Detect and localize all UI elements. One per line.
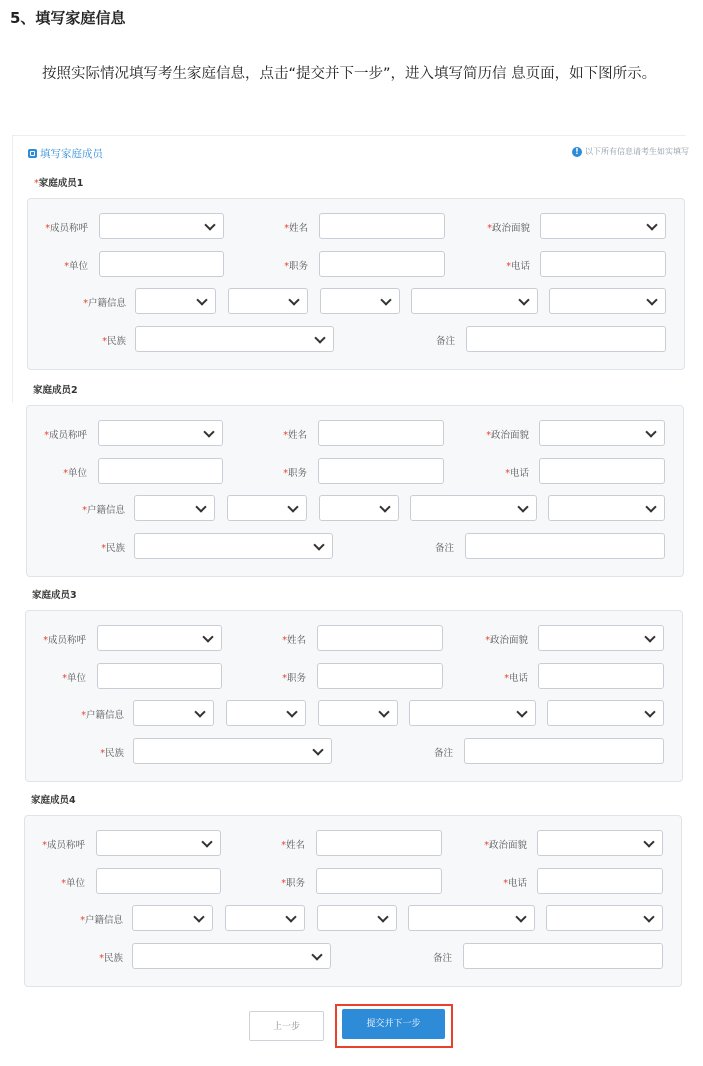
field-label-text: 备注 <box>432 953 452 964</box>
required-mark: * <box>485 635 490 646</box>
chevron-down-icon <box>285 911 296 922</box>
household-select-4[interactable] <box>410 495 537 521</box>
field-label-text: 成员称呼 <box>49 223 88 234</box>
instruction-paragraph <box>10 59 692 89</box>
field-label-name <box>258 220 308 234</box>
field-label-household <box>57 912 123 926</box>
relation-select[interactable] <box>98 420 223 446</box>
field-label-text: 职务 <box>288 261 308 272</box>
field-label-ethnicity <box>78 745 124 759</box>
field-label-political <box>467 837 527 851</box>
chevron-down-icon <box>313 539 324 550</box>
field-label-name <box>256 632 306 646</box>
ethnicity-select[interactable] <box>134 533 333 559</box>
field-label-relation <box>26 632 86 646</box>
field-label-political <box>470 220 530 234</box>
required-mark: * <box>284 261 289 272</box>
field-label-phone <box>480 258 530 272</box>
field-label-position <box>256 670 306 684</box>
field-label-text: 姓名 <box>286 635 306 646</box>
household-select-3[interactable] <box>320 288 400 314</box>
required-mark: * <box>63 468 68 479</box>
field-label-text: 民族 <box>103 953 123 964</box>
relation-select[interactable] <box>99 213 224 239</box>
required-mark: * <box>44 430 49 441</box>
position-input[interactable] <box>318 458 444 484</box>
member-title-text: 家庭成员2 <box>33 385 78 396</box>
employer-input[interactable] <box>99 251 224 277</box>
required-mark: * <box>102 336 107 347</box>
chevron-down-icon <box>378 706 389 717</box>
chevron-down-icon <box>377 911 388 922</box>
household-select-1[interactable] <box>132 905 213 931</box>
form-title-text: 填写家庭成员 <box>40 148 103 160</box>
field-label-text: 职务 <box>287 468 307 479</box>
submit-next-button[interactable]: 提交并下一步 <box>342 1009 445 1039</box>
member-title <box>31 792 76 806</box>
relation-select[interactable] <box>96 830 221 856</box>
required-mark: * <box>34 178 39 189</box>
position-input[interactable] <box>317 663 443 689</box>
political-select[interactable] <box>538 625 664 651</box>
chevron-down-icon <box>646 219 657 230</box>
field-label-remark <box>405 333 455 347</box>
notice-text: 以下所有信息请考生如实填写 <box>585 147 689 156</box>
chevron-down-icon <box>311 949 322 960</box>
field-label-text: 电话 <box>508 673 528 684</box>
required-mark: * <box>486 430 491 441</box>
chevron-down-icon <box>646 294 657 305</box>
member-title <box>34 175 83 189</box>
political-select[interactable] <box>540 213 666 239</box>
member-title-text: 家庭成员4 <box>31 795 76 806</box>
name-input[interactable] <box>316 830 442 856</box>
required-mark: * <box>487 223 492 234</box>
field-label-text: 户籍信息 <box>85 710 124 721</box>
position-input[interactable] <box>319 251 445 277</box>
form-icon <box>28 149 37 158</box>
chevron-down-icon <box>644 631 655 642</box>
chevron-down-icon <box>193 911 204 922</box>
field-label-text: 电话 <box>509 468 529 479</box>
chevron-down-icon <box>288 294 299 305</box>
required-mark: * <box>82 505 87 516</box>
remark-input[interactable] <box>463 943 663 969</box>
field-label-text: 民族 <box>106 336 126 347</box>
employer-input[interactable] <box>96 868 221 894</box>
political-select[interactable] <box>537 830 663 856</box>
field-label-text: 单位 <box>66 673 86 684</box>
household-select-3[interactable] <box>317 905 397 931</box>
field-label-employer <box>40 258 88 272</box>
remark-input[interactable] <box>465 533 665 559</box>
chevron-down-icon <box>643 911 654 922</box>
required-mark: * <box>281 878 286 889</box>
field-label-position <box>257 465 307 479</box>
field-label-household <box>59 502 125 516</box>
field-label-text: 电话 <box>507 878 527 889</box>
required-mark: * <box>45 223 50 234</box>
field-label-text: 单位 <box>65 878 85 889</box>
field-label-remark <box>403 745 453 759</box>
required-mark: * <box>282 635 287 646</box>
chevron-down-icon <box>516 706 527 717</box>
ethnicity-select[interactable] <box>133 738 332 764</box>
household-select-5[interactable] <box>547 700 664 726</box>
relation-select[interactable] <box>97 625 222 651</box>
required-mark: * <box>43 635 48 646</box>
required-mark: * <box>61 878 66 889</box>
field-label-text: 民族 <box>104 748 124 759</box>
required-mark: * <box>64 261 69 272</box>
household-select-4[interactable] <box>408 905 535 931</box>
required-mark: * <box>282 673 287 684</box>
member-title-text: 家庭成员3 <box>32 590 77 601</box>
name-input[interactable] <box>319 213 445 239</box>
field-label-text: 备注 <box>435 336 455 347</box>
screenshot-border-top <box>12 135 686 136</box>
field-label-text: 政治面貌 <box>491 223 530 234</box>
household-select-5[interactable] <box>548 495 665 521</box>
field-label-position <box>258 258 308 272</box>
field-label-text: 职务 <box>285 878 305 889</box>
member-title-text: 家庭成员1 <box>38 178 84 189</box>
required-mark: * <box>281 840 286 851</box>
section-heading: 5、填写家庭信息 <box>10 9 126 27</box>
field-label-text: 姓名 <box>287 430 307 441</box>
member-title <box>33 382 78 396</box>
required-mark: * <box>284 223 289 234</box>
field-label-text: 单位 <box>68 261 88 272</box>
chevron-down-icon <box>515 911 526 922</box>
remark-input[interactable] <box>466 326 666 352</box>
household-select-2[interactable] <box>227 495 307 521</box>
required-mark: * <box>101 543 106 554</box>
form-screenshot <box>0 135 703 1066</box>
household-select-5[interactable] <box>546 905 663 931</box>
required-mark: * <box>506 261 511 272</box>
field-label-text: 成员称呼 <box>47 635 86 646</box>
field-label-relation <box>28 220 88 234</box>
household-select-2[interactable] <box>228 288 308 314</box>
required-mark: * <box>100 748 105 759</box>
chevron-down-icon <box>517 501 528 512</box>
field-label-text: 政治面貌 <box>489 635 528 646</box>
field-label-name <box>257 427 307 441</box>
field-label-political <box>469 427 529 441</box>
chevron-down-icon <box>380 294 391 305</box>
chevron-down-icon <box>312 744 323 755</box>
field-label-text: 政治面貌 <box>490 430 529 441</box>
chevron-down-icon <box>201 836 212 847</box>
employer-input[interactable] <box>97 663 222 689</box>
chevron-down-icon <box>314 332 325 343</box>
name-input[interactable] <box>317 625 443 651</box>
required-mark: * <box>503 878 508 889</box>
household-select-1[interactable] <box>134 495 215 521</box>
field-label-text: 民族 <box>105 543 125 554</box>
chevron-down-icon <box>379 501 390 512</box>
household-select-1[interactable] <box>135 288 216 314</box>
phone-input[interactable] <box>540 251 666 277</box>
field-label-employer <box>38 670 86 684</box>
chevron-down-icon <box>194 706 205 717</box>
name-input[interactable] <box>318 420 444 446</box>
household-select-1[interactable] <box>133 700 214 726</box>
field-label-ethnicity <box>79 540 125 554</box>
household-select-3[interactable] <box>318 700 398 726</box>
household-select-4[interactable] <box>409 700 536 726</box>
chevron-down-icon <box>287 501 298 512</box>
field-label-text: 单位 <box>67 468 87 479</box>
field-label-household <box>58 707 124 721</box>
employer-input[interactable] <box>98 458 223 484</box>
chevron-down-icon <box>645 501 656 512</box>
notice <box>572 146 689 157</box>
field-label-text: 政治面貌 <box>488 840 527 851</box>
field-label-text: 户籍信息 <box>86 505 125 516</box>
field-label-employer <box>37 875 85 889</box>
political-select[interactable] <box>539 420 665 446</box>
field-label-phone <box>478 670 528 684</box>
field-label-relation <box>25 837 85 851</box>
form-title <box>28 146 103 161</box>
member-title <box>32 587 77 601</box>
ethnicity-select[interactable] <box>132 943 331 969</box>
chevron-down-icon <box>518 294 529 305</box>
field-label-ethnicity <box>77 950 123 964</box>
field-label-text: 户籍信息 <box>84 915 123 926</box>
required-mark: * <box>504 673 509 684</box>
household-select-3[interactable] <box>319 495 399 521</box>
field-label-text: 职务 <box>286 673 306 684</box>
household-select-2[interactable] <box>225 905 305 931</box>
required-mark: * <box>505 468 510 479</box>
field-label-employer <box>39 465 87 479</box>
phone-input[interactable] <box>539 458 665 484</box>
required-mark: * <box>81 710 86 721</box>
field-label-household <box>60 295 126 309</box>
field-label-text: 备注 <box>434 543 454 554</box>
chevron-down-icon <box>645 426 656 437</box>
field-label-text: 姓名 <box>288 223 308 234</box>
required-mark: * <box>283 430 288 441</box>
household-select-2[interactable] <box>226 700 306 726</box>
household-select-5[interactable] <box>549 288 666 314</box>
instruction-text: 按照实际情况填写考生家庭信息，点击“提交并下一步”，进入填写简历信 息页面，如下图所示。 <box>42 66 657 82</box>
field-label-relation <box>27 427 87 441</box>
phone-input[interactable] <box>537 868 663 894</box>
field-label-political <box>468 632 528 646</box>
field-label-ethnicity <box>80 333 126 347</box>
field-label-text: 姓名 <box>285 840 305 851</box>
required-mark: * <box>83 298 88 309</box>
remark-input[interactable] <box>464 738 664 764</box>
field-label-name <box>255 837 305 851</box>
household-select-4[interactable] <box>411 288 538 314</box>
required-mark: * <box>484 840 489 851</box>
info-icon: ! <box>572 147 582 157</box>
field-label-text: 成员称呼 <box>48 430 87 441</box>
phone-input[interactable] <box>538 663 664 689</box>
field-label-remark <box>402 950 452 964</box>
required-mark: * <box>62 673 67 684</box>
chevron-down-icon <box>204 219 215 230</box>
field-label-phone <box>479 465 529 479</box>
field-label-phone <box>477 875 527 889</box>
field-label-position <box>255 875 305 889</box>
chevron-down-icon <box>196 294 207 305</box>
chevron-down-icon <box>203 426 214 437</box>
position-input[interactable] <box>316 868 442 894</box>
field-label-text: 户籍信息 <box>87 298 126 309</box>
chevron-down-icon <box>286 706 297 717</box>
required-mark: * <box>42 840 47 851</box>
field-label-text: 备注 <box>433 748 453 759</box>
chevron-down-icon <box>195 501 206 512</box>
field-label-remark <box>404 540 454 554</box>
prev-step-button[interactable]: 上一步 <box>249 1011 324 1041</box>
screenshot-border-left <box>12 135 13 403</box>
required-mark: * <box>283 468 288 479</box>
ethnicity-select[interactable] <box>135 326 334 352</box>
chevron-down-icon <box>643 836 654 847</box>
field-label-text: 成员称呼 <box>46 840 85 851</box>
required-mark: * <box>99 953 104 964</box>
required-mark: * <box>80 915 85 926</box>
field-label-text: 电话 <box>510 261 530 272</box>
chevron-down-icon <box>644 706 655 717</box>
chevron-down-icon <box>202 631 213 642</box>
